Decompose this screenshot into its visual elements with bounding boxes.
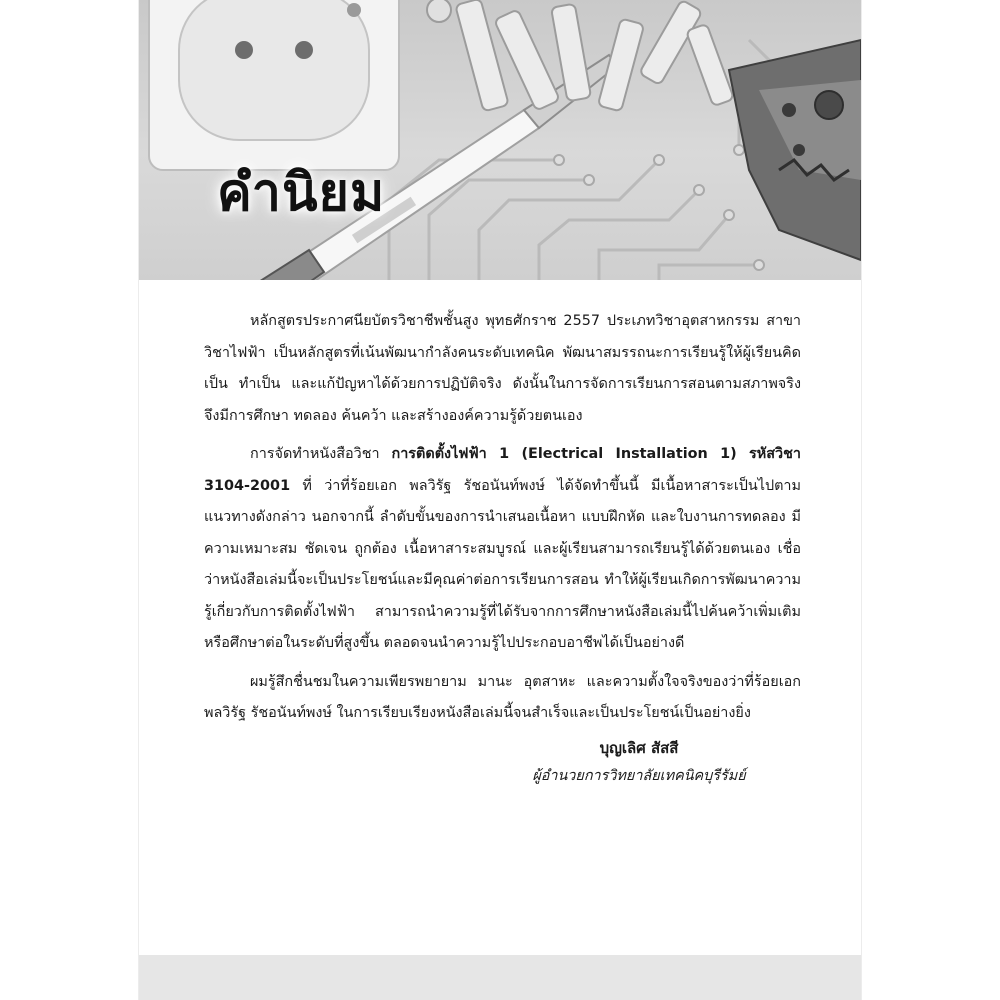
signature-block	[439, 734, 839, 790]
signer-name: บุญเลิศ สัสสี	[599, 739, 679, 757]
footer-band	[139, 955, 861, 1000]
paragraph-prefix: การจัดทำหนังสือวิชา	[250, 446, 392, 462]
foreword-body	[204, 306, 801, 737]
header-image	[139, 0, 861, 280]
course-name-bold: การติดตั้งไฟฟ้า 1 (Electrical Installation 1) รหัสวิชา 3104-2001	[204, 446, 801, 494]
paragraph-book-info	[204, 439, 801, 660]
page-title: คำนิยม	[217, 163, 386, 223]
paragraph-praise: ผมรู้สึกชื่นชมในความเพียรพยายาม มานะ อุตสาหะ และความตั้งใจจริงของว่าที่ร้อยเอก พลวิรัฐ รัชอนันท์พงษ์ ในการเรียบเรียงหนังสือเล่มนี้จนสำเร็จและเป็นประโยชน์เป็นอย่างยิ่ง	[204, 673, 801, 721]
book-page	[139, 0, 861, 1000]
socket-shape	[149, 0, 399, 170]
paragraph-intro: หลักสูตรประกาศนียบัตรวิชาชีพชั้นสูง พุทธศักราช 2557 ประเภทวิชาอุตสาหกรรม สาขาวิชาไฟฟ้า เป็นหลักสูตรที่เน้นพัฒนากำลังคนระดับเทคนิค พัฒนาสมรรถนะการเรียนรู้ให้ผู้เรียนคิดเป็น ทำเป็น และแก้ปัญหาได้ด้วยการปฏิบัติจริง ดังนั้นในการจัดการเรียนการสอนตามสภาพจริง จึงมีการศึกษา ทดลอง ค้นคว้า และสร้างองค์ความรู้ด้วยตนเอง	[204, 313, 801, 424]
paragraph-suffix: ที่ ว่าที่ร้อยเอก พลวิรัฐ รัชอนันท์พงษ์ ได้จัดทำขึ้นนี้ มีเนื้อหาสาระเป็นไปตามแนวทางดังกล่าว นอกจากนี้ ลำดับขั้นของการนำเสนอเนื้อหา แบบฝึกหัด และใบงานการทดลอง มีความเหมาะสม ชัดเจน ถูกต้อง เนื้อหาสาระสมบูรณ์ และผู้เรียนสามารถเรียนรู้ได้ด้วยตนเอง เชื่อว่าหนังสือเล่มนี้จะเป็นประโยชน์และมีคุณค่าต่อการเรียนการสอน ทำให้ผู้เรียนเกิดการพัฒนาความรู้เกี่ยวกับการติดตั้งไฟฟ้า สามารถนำความรู้ที่ได้รับจากการศึกษาหนังสือเล่มนี้ไปค้นคว้าเพิ่มเติมหรือศึกษาต่อในระดับที่สูงขึ้น ตลอดจนนำความรู้ไปประกอบอาชีพได้เป็นอย่างดี	[204, 477, 801, 651]
cable-lugs-shape	[427, 0, 734, 112]
header-illustration	[139, 0, 861, 280]
signer-title: ผู้อำนวยการวิทยาลัยเทคนิคบุรีรัมย์	[532, 768, 746, 784]
pliers-shape	[729, 40, 861, 260]
